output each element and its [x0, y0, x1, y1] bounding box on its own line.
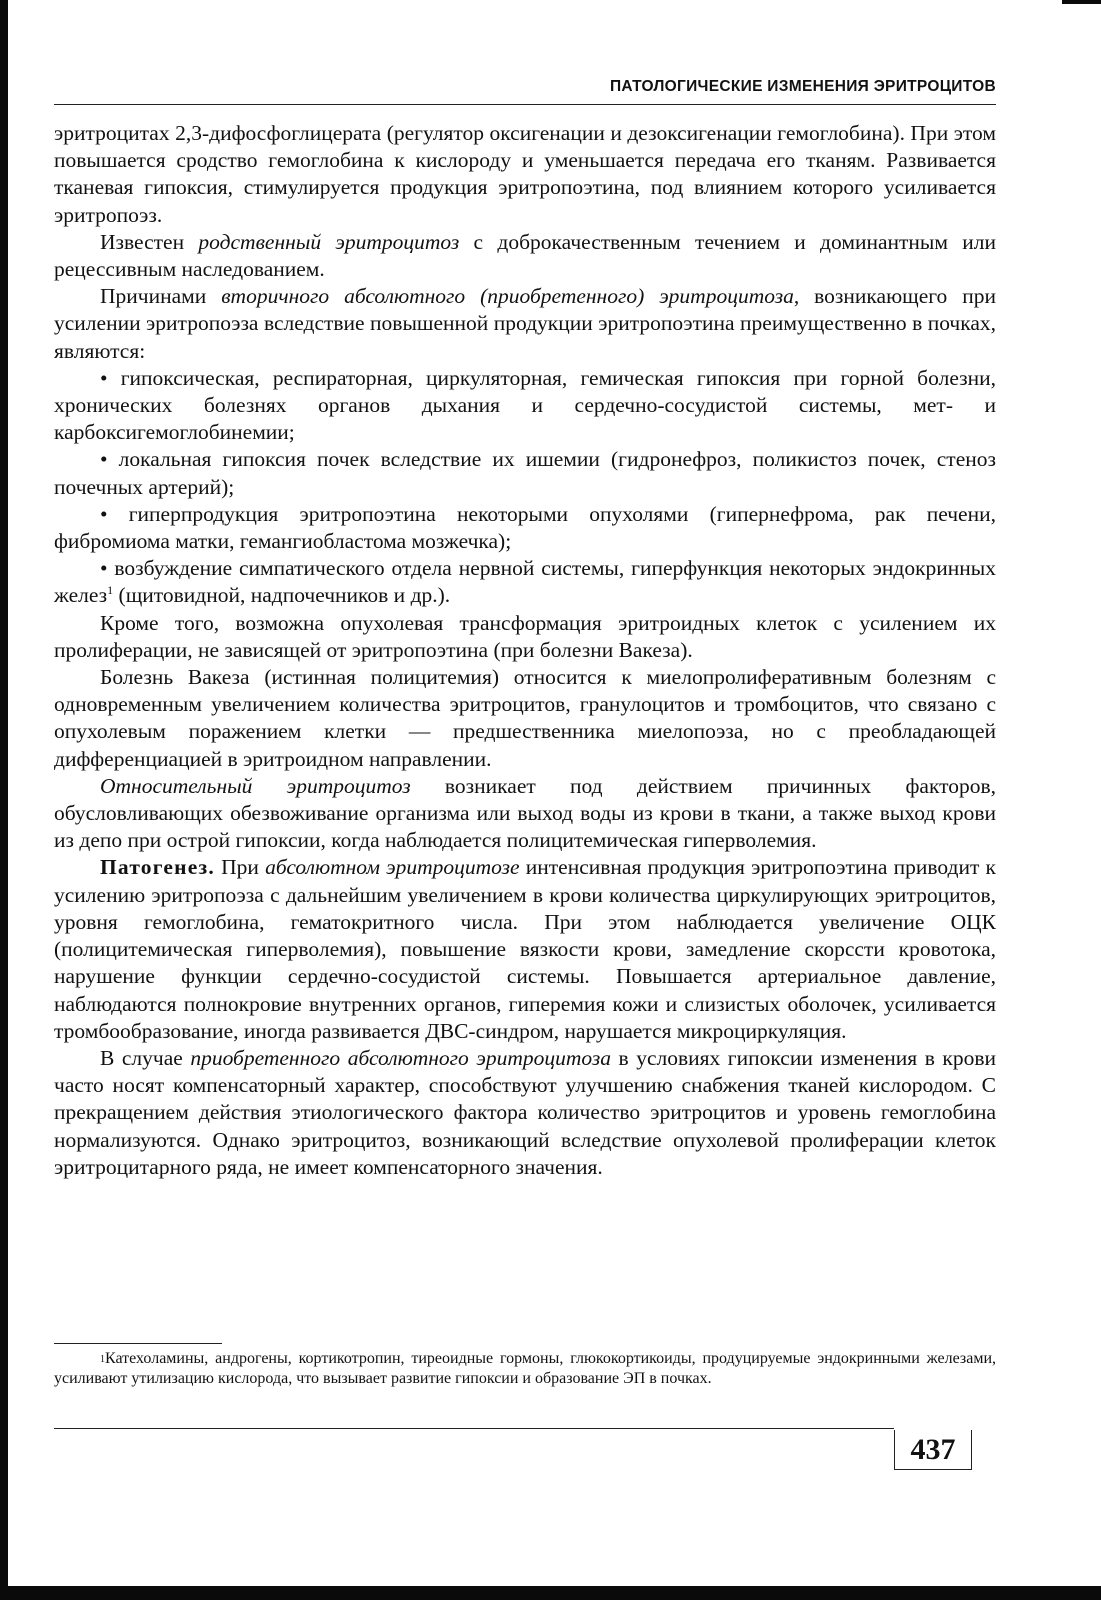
footnote — [54, 1349, 996, 1389]
paragraph-4: Кроме того, возможна опухолевая трансформация эритроидных клеток с усилением их пролиферации, не зависящей от эритропоэтина (при болезни Вакеза). — [54, 610, 996, 662]
paragraph-7 — [54, 854, 996, 1044]
text-run: (щитовидной, надпочечников и др.). — [113, 583, 451, 608]
text-run: в условиях гипоксии изменения в крови часто носят компенсаторный характер, способствуют улучшению снабжения тканей кислородом. С прекращением действия этиологического фактора количество эритроцитов и уровень гемоглобина нормализуются. Однако эритроцитоз, возникающий вследствие опухолевой пролиферации клеток эритроцитарного ряда, не имеет компенсаторного значения. — [54, 1045, 996, 1179]
text-run: Причинами — [100, 284, 222, 309]
paragraph-8 — [54, 1045, 996, 1181]
text-run: • возбуждение симпатического отдела нервной системы, гиперфункция некоторых эндокринных желез — [54, 556, 996, 608]
page-number: 437 — [894, 1430, 972, 1470]
text-run: При — [214, 855, 266, 880]
paragraph-2 — [54, 229, 996, 283]
italic-term: Относительный эритроцитоз — [100, 773, 411, 798]
text-run: В случае — [100, 1045, 191, 1070]
footnote-marker: 1 — [100, 1354, 105, 1365]
italic-term: вторичного абсолютного (приобретенного) эритроцитоза — [221, 284, 794, 309]
bullet-item-1: • гипоксическая, респираторная, циркуляторная, гемическая гипоксия при горной болезни, хронических болезнях органов дыхания и сердечно-сосудистой системы, мет- и карбоксигемоглобинемии; — [54, 365, 996, 445]
body-text — [54, 120, 996, 1181]
paragraph-5: Болезнь Вакеза (истинная полицитемия) относится к миелопролиферативным болезням с одновременным увеличением количества эритроцитов, гранулоцитов и тромбоцитов, что связано с опухолевым поражением клетки — предшественника миелопоэза, но с преобладающей дифференциацией в эритроидном направлении. — [54, 665, 996, 771]
scan-edge-bottom — [0, 1586, 1101, 1600]
section-label: Патогенез. — [100, 855, 215, 880]
footer-rule — [54, 1428, 894, 1429]
bullet-item-3: • гиперпродукция эритропоэтина некоторыми опухолями (гипернефрома, рак печени, фибромиома матки, гемангиобластома мозжечка); — [54, 501, 996, 554]
text-run: Известен — [100, 229, 199, 254]
italic-term: родственный эритроцитоз — [198, 229, 460, 254]
running-head: ПАТОЛОГИЧЕСКИЕ ИЗМЕНЕНИЯ ЭРИТРОЦИТОВ — [609, 78, 996, 95]
paragraph-6 — [54, 773, 996, 855]
text-run: интенсивная продукция эритропоэтина приводит к усилению эритропоэза с дальнейшим увеличением в крови количества циркулирующих эритроцитов, уровня гемоглобина, гематокритного числа. При этом наблюдается увеличение ОЦК (полицитемическая гиперволемия), повышение вязкости крови, замедление скорсcти кровотока, нарушение функции сердечно-сосудистой системы. Повышается артериальное давление, наблюдаются полнокровие внутренних органов, гиперемия кожи и слизистых оболочек, усиливается тромбообразование, иногда развивается ДВС-синдром, нарушается микроциркуляция. — [54, 855, 996, 1043]
paragraph-1: эритроцитах 2,3-дифосфоглицерата (регулятор оксигенации и дезоксигенации гемоглобина). При этом повышается сродство гемоглобина к кислороду и уменьшается передача его тканям. Развивается тканевая гипоксия, стимулируется продукция эритропоэтина, под влиянием которого усиливается эритропоэз. — [54, 121, 996, 227]
italic-term: абсолютном эритроцитозе — [265, 855, 520, 880]
text-run: , возникающего при усилении эритропоэза вследствие повышенной продукции эритропоэтина преимущественно в почках, являются: — [54, 284, 996, 363]
bullet-item-2: • локальная гипоксия почек вследствие их ишемии (гидронефроз, поликистоз почек, стеноз почечных артерий); — [54, 447, 996, 499]
text-run: с доброкачественным течением и доминантным или рецессивным наследованием. — [54, 229, 996, 282]
paragraph-3 — [54, 283, 996, 365]
scan-edge-top-right — [1062, 0, 1101, 4]
scan-edge-left — [0, 0, 8, 1600]
bullet-item-4 — [54, 555, 996, 609]
footnote-text: Катехоламины, андрогены, кортикотропин, тиреоидные гормоны, глюкокортикоиды, продуцируемые эндокринными железами, усиливают утилизацию кислорода, что вызывает развитие гипоксии и образование ЭП в почках. — [54, 1350, 996, 1387]
header-rule — [54, 104, 996, 105]
italic-term: приобретенного абсолютного эритроцитоза — [190, 1045, 611, 1070]
footnote-rule — [54, 1343, 222, 1344]
footnote-ref[interactable]: 1 — [107, 583, 114, 598]
text-run: возникает под действием причинных факторов, обусловливающих обезвоживание организма или выход воды из крови в ткани, а также выход крови из депо при острой гипоксии, когда наблюдается полицитемическая гиперволемия. — [54, 773, 996, 853]
